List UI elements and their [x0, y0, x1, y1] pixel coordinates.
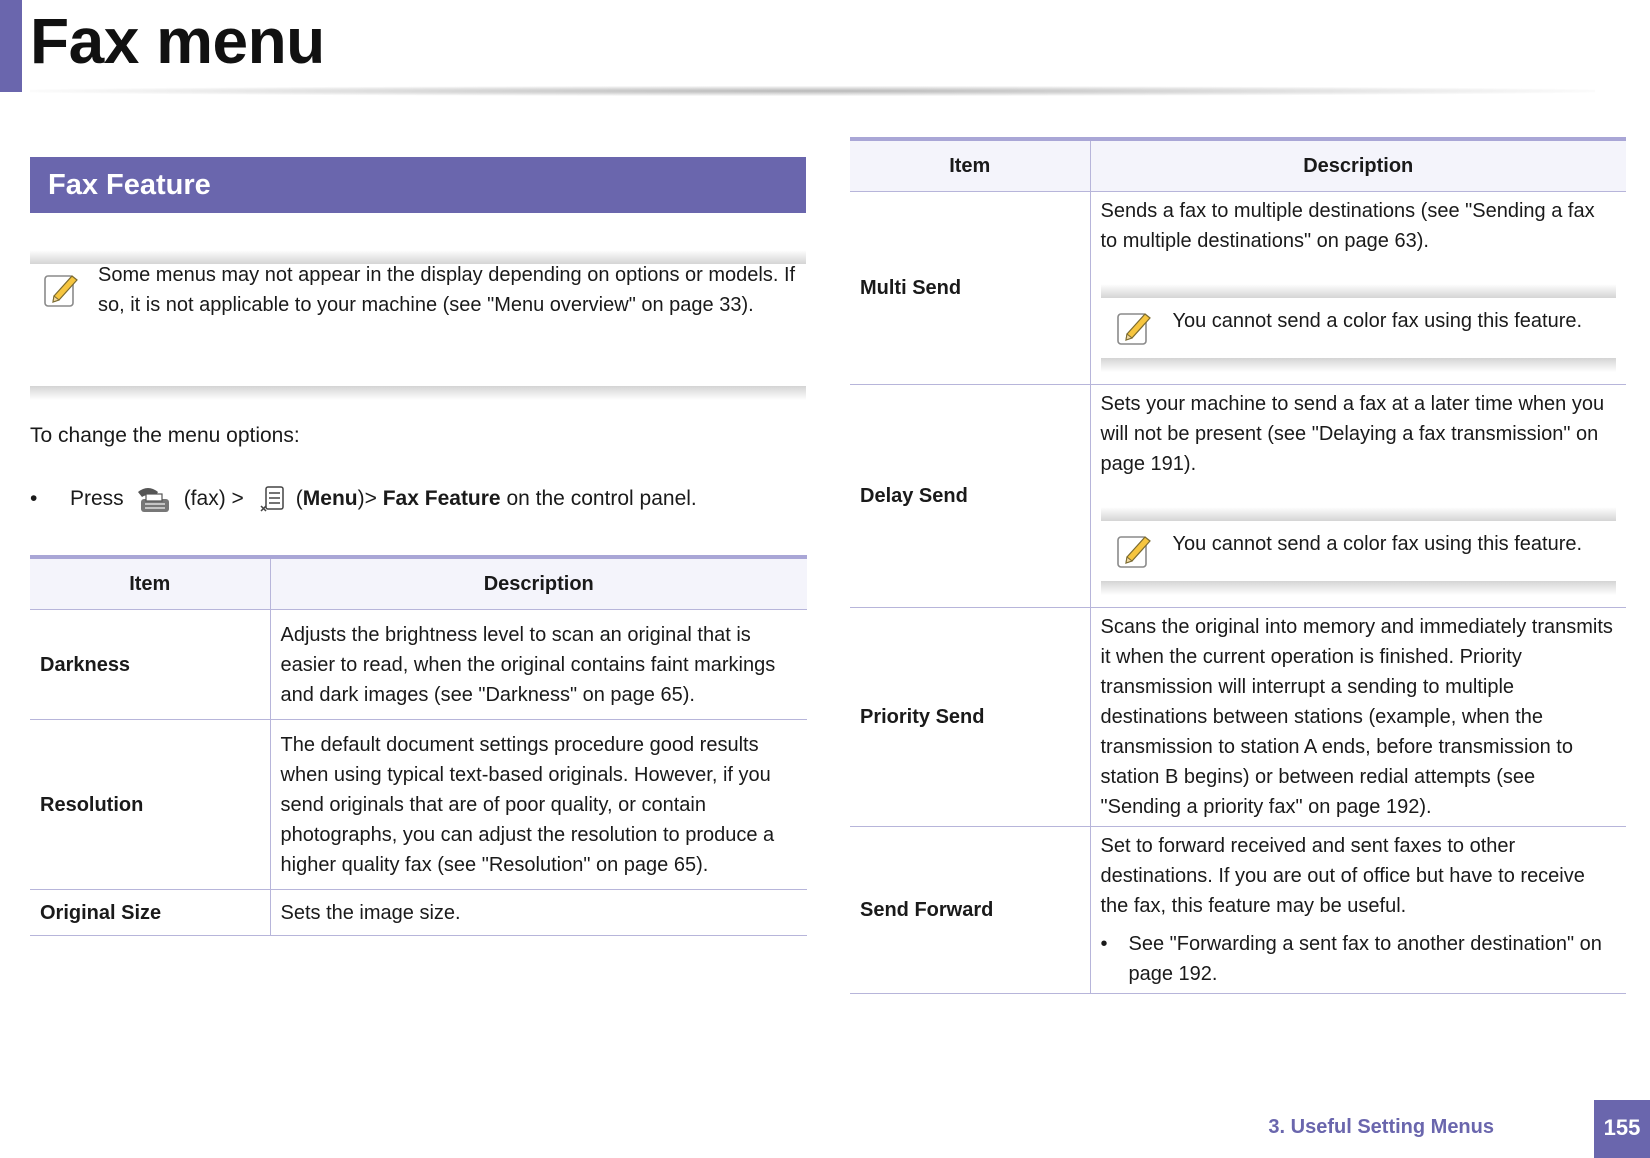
- menu-label: Menu: [302, 487, 358, 510]
- fax-icon: [132, 482, 176, 516]
- table-header-row: [850, 139, 1626, 192]
- desc-multi-send: Sends a fax to multiple destinations (see "Sending a fax to multiple destinations" on page 63).: [1100, 200, 1595, 252]
- page-number: 155: [1594, 1100, 1650, 1158]
- fax-label: (fax) >: [183, 487, 244, 510]
- bullet: •: [1100, 933, 1108, 955]
- note-band-bottom: [1101, 581, 1617, 595]
- bullet-text: See "Forwarding a sent fax to another destination" on page 192.: [1128, 933, 1602, 985]
- header-item: Item: [850, 139, 1090, 192]
- note-band-top: [1101, 284, 1617, 298]
- fax-feature-label: Fax Feature: [382, 487, 501, 510]
- table-row: [30, 720, 807, 890]
- intro-text: To change the menu options:: [30, 424, 300, 447]
- header-item: Item: [30, 557, 270, 610]
- note-box: [1101, 507, 1617, 595]
- desc-delay-send: Sets your machine to send a fax at a later time when you will not be present (see "Delaying a fax transmission" on page 191).: [1100, 393, 1605, 475]
- title-divider: [30, 86, 1595, 96]
- header-description: Description: [270, 557, 807, 610]
- section-header: Fax Feature: [30, 157, 806, 213]
- desc-priority-send: Scans the original into memory and immediately transmits it when the current operation is finished. Priority transmission will interrupt a sending to multiple destinations between stations (example, when the transmission to station A ends, before transmission to station B begins) or between redial attempts (see "Sending a priority fax" on page 192).: [1090, 608, 1626, 827]
- desc-original-size: Sets the image size.: [270, 890, 807, 936]
- header-description: Description: [1090, 139, 1626, 192]
- note-text: You cannot send a color fax using this feature.: [1172, 533, 1583, 555]
- note-box: [1101, 284, 1617, 372]
- desc-cell-multi-send: [1090, 192, 1626, 385]
- note-pencil-icon: [1115, 308, 1155, 348]
- desc-send-forward: Set to forward received and sent faxes to other destinations. If you are out of office but have to receive the fax, this feature may be useful.: [1100, 835, 1585, 917]
- footer-chapter: 3. Useful Setting Menus: [1268, 1116, 1494, 1138]
- fax-feature-table-left: [30, 555, 807, 936]
- item-delay-send: Delay Send: [850, 385, 1090, 608]
- note-band-bottom: [1101, 358, 1617, 372]
- table-row: [30, 890, 807, 936]
- table-row: [850, 385, 1626, 608]
- note-pencil-icon: [1115, 531, 1155, 571]
- instruction-line: [30, 482, 697, 516]
- note-pencil-icon: [42, 270, 82, 310]
- note-band-top: [1101, 507, 1617, 521]
- desc-cell-send-forward: [1090, 827, 1626, 994]
- item-resolution: Resolution: [30, 720, 270, 890]
- desc-cell-delay-send: [1090, 385, 1626, 608]
- note-band-bottom: [30, 386, 806, 400]
- item-multi-send: Multi Send: [850, 192, 1090, 385]
- menu-open: (: [295, 487, 303, 510]
- item-priority-send: Priority Send: [850, 608, 1090, 827]
- note-text: Some menus may not appear in the display depending on options or models. If so, it is not applicable to your machine (see "Menu overview" on page 33).: [98, 264, 796, 316]
- item-original-size: Original Size: [30, 890, 270, 936]
- list-item: [1101, 929, 1617, 989]
- desc-darkness: Adjusts the brightness level to scan an original that is easier to read, when the original contains faint markings and dark images (see "Darkness" on page 65).: [270, 610, 807, 720]
- note-text: You cannot send a color fax using this feature.: [1172, 310, 1583, 332]
- desc-resolution: The default document settings procedure good results when using typical text-based originals. However, if you send originals that are of poor quality, or contain photographs, you can adjust the resolution to produce a higher quality fax (see "Resolution" on page 65).: [270, 720, 807, 890]
- press-suffix: on the control panel.: [506, 487, 697, 510]
- menu-close: )>: [357, 487, 377, 510]
- title-accent-bar: [0, 0, 22, 92]
- fax-feature-table-right: [850, 137, 1626, 994]
- table-row: [850, 608, 1626, 827]
- table-row: [30, 610, 807, 720]
- page-title: Fax menu: [30, 5, 325, 77]
- note-box: [30, 250, 806, 400]
- press-prefix: Press: [70, 487, 124, 510]
- item-send-forward: Send Forward: [850, 827, 1090, 994]
- item-darkness: Darkness: [30, 610, 270, 720]
- table-header-row: [30, 557, 807, 610]
- bullet: •: [30, 487, 38, 510]
- table-row: [850, 827, 1626, 994]
- table-row: [850, 192, 1626, 385]
- menu-icon: [258, 484, 288, 514]
